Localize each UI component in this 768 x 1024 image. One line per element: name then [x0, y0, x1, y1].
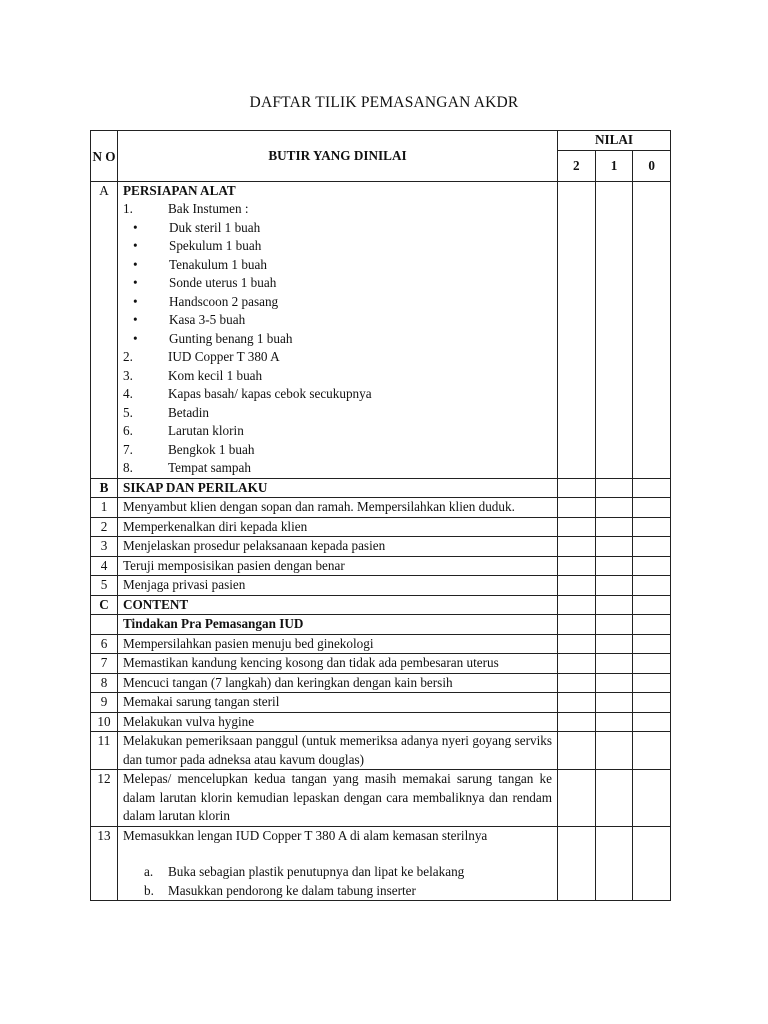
- row-number-empty: [91, 615, 118, 635]
- score-cell-2[interactable]: [558, 673, 596, 693]
- item-number: 8.: [123, 460, 133, 475]
- score-cell-2[interactable]: [558, 712, 596, 732]
- item-text: Larutan klorin: [168, 423, 244, 438]
- section-a-content: [118, 181, 558, 478]
- row-text: Melepas/ mencelupkan kedua tangan yang masih memakai sarung tangan ke dalam larutan klorin kemudian lepaskan dengan cara membaliknya dan rendam dalam larutan klorin: [118, 770, 558, 827]
- step-label: a.: [144, 864, 154, 879]
- table-row: [91, 770, 671, 827]
- item-number: 4.: [123, 386, 133, 401]
- bullet-item: [123, 293, 552, 312]
- section-c-header-row: [91, 595, 671, 615]
- row-number: 11: [91, 732, 118, 770]
- score-cell-0[interactable]: [633, 537, 671, 557]
- table-row: [91, 673, 671, 693]
- section-c-title: CONTENT: [118, 595, 558, 615]
- row-number: 4: [91, 556, 118, 576]
- bullet-icon: •: [133, 293, 138, 309]
- row-text: Menyambut klien dengan sopan dan ramah. Mempersilahkan klien duduk.: [118, 498, 558, 518]
- item-number: 2.: [123, 349, 133, 364]
- score-cell-2[interactable]: [558, 732, 596, 770]
- row-text: Memasukkan lengan IUD Copper T 380 A di alam kemasan sterilnya: [123, 827, 488, 843]
- bullet-icon: •: [133, 330, 138, 346]
- table-row: [91, 732, 671, 770]
- list-item: [123, 385, 552, 404]
- row-text: Memperkenalkan diri kepada klien: [118, 517, 558, 537]
- bullet-icon: •: [133, 312, 138, 327]
- bullet-icon: •: [133, 256, 138, 272]
- bullet-text: Sonde uterus 1 buah: [169, 275, 277, 290]
- section-b-title: SIKAP DAN PERILAKU: [118, 478, 558, 498]
- row-number: 13: [91, 826, 118, 901]
- score-cell-1[interactable]: [595, 732, 633, 770]
- table-row: [91, 556, 671, 576]
- header-nilai: NILAI: [558, 131, 671, 151]
- bullet-text: Tenakulum 1 buah: [169, 256, 267, 272]
- bullet-item: [123, 330, 552, 349]
- score-cell-1[interactable]: [595, 595, 633, 615]
- score-cell-2[interactable]: [558, 826, 596, 901]
- bullet-item: [123, 237, 552, 256]
- bullet-text: Kasa 3-5 buah: [169, 312, 246, 327]
- score-cell-0[interactable]: [633, 498, 671, 518]
- score-cell-2[interactable]: [558, 537, 596, 557]
- row-text: Memakai sarung tangan steril: [118, 693, 558, 713]
- row-number: 3: [91, 537, 118, 557]
- score-cell-1[interactable]: [595, 556, 633, 576]
- bullet-text: Duk steril 1 buah: [169, 219, 261, 235]
- score-cell-0[interactable]: [633, 478, 671, 498]
- section-a-title: PERSIAPAN ALAT: [123, 182, 236, 198]
- row-number: 9: [91, 693, 118, 713]
- score-cell-0[interactable]: [633, 517, 671, 537]
- header-score-2: 2: [558, 150, 596, 181]
- row-text: Menjaga privasi pasien: [118, 576, 558, 596]
- bullet-item: [123, 311, 552, 330]
- step-text: Buka sebagian plastik penutupnya dan lipat ke belakang: [168, 864, 465, 879]
- score-cell-0[interactable]: [633, 673, 671, 693]
- row-text: Melakukan pemeriksaan panggul (untuk memeriksa adanya nyeri goyang serviks dan tumor pada adneksa atau kavum douglas): [118, 732, 558, 770]
- document-title: DAFTAR TILIK PEMASANGAN AKDR: [249, 94, 519, 111]
- score-cell-1[interactable]: [595, 478, 633, 498]
- score-cell-2[interactable]: [558, 478, 596, 498]
- header-no-label: N O: [92, 148, 116, 164]
- row-number: 12: [91, 770, 118, 827]
- row-number: 2: [91, 517, 118, 537]
- score-cell-2[interactable]: [558, 595, 596, 615]
- item-number: 1.: [123, 201, 133, 216]
- score-cell-2[interactable]: [558, 517, 596, 537]
- row-text: Memastikan kandung kencing kosong dan tidak ada pembesaran uterus: [118, 654, 558, 674]
- item-number: 3.: [123, 367, 133, 383]
- score-cell-1[interactable]: [595, 634, 633, 654]
- item-text: IUD Copper T 380 A: [168, 349, 280, 364]
- score-cell-0[interactable]: [633, 634, 671, 654]
- subsection-row: [91, 615, 671, 635]
- score-cell-1[interactable]: [595, 576, 633, 596]
- row-text: Mempersilahkan pasien menuju bed ginekologi: [118, 634, 558, 654]
- list-item: [123, 441, 552, 460]
- item-text: Bak Instumen :: [168, 201, 249, 216]
- header-score-0: 0: [633, 150, 671, 181]
- list-item: [123, 200, 552, 219]
- score-cell-1[interactable]: [595, 712, 633, 732]
- row-text: Teruji memposisikan pasien dengan benar: [118, 556, 558, 576]
- table-row: [91, 654, 671, 674]
- bullet-icon: •: [133, 219, 138, 235]
- score-cell-2[interactable]: [558, 498, 596, 518]
- item-text: Betadin: [168, 404, 210, 420]
- header-score-1: 1: [595, 150, 633, 181]
- score-cell-0[interactable]: [633, 712, 671, 732]
- score-cell-1[interactable]: [595, 537, 633, 557]
- item-text: Kom kecil 1 buah: [168, 367, 263, 383]
- table-row: [91, 693, 671, 713]
- table-row: [91, 576, 671, 596]
- row-number: 8: [91, 673, 118, 693]
- bullet-text: Handscoon 2 pasang: [169, 293, 279, 309]
- row-text: Menjelaskan prosedur pelaksanaan kepada pasien: [118, 537, 558, 557]
- score-cell-1[interactable]: [595, 673, 633, 693]
- score-cell-1[interactable]: [595, 615, 633, 635]
- score-cell-1[interactable]: [595, 693, 633, 713]
- score-cell-0[interactable]: [633, 576, 671, 596]
- bullet-text: Gunting benang 1 buah: [169, 330, 293, 346]
- score-cell-0[interactable]: [633, 556, 671, 576]
- score-cell-0[interactable]: [633, 770, 671, 827]
- score-cell-2[interactable]: [558, 654, 596, 674]
- score-cell-1[interactable]: [595, 770, 633, 827]
- step-item: [123, 863, 552, 882]
- list-item: [123, 348, 552, 367]
- step-text: Masukkan pendorong ke dalam tabung inserter: [168, 882, 416, 898]
- score-cell-1[interactable]: [595, 498, 633, 518]
- item-text: Tempat sampah: [168, 460, 251, 475]
- section-a-row: [91, 181, 671, 478]
- score-cell-0[interactable]: [633, 826, 671, 901]
- bullet-item: [123, 219, 552, 238]
- item-number: 6.: [123, 423, 133, 438]
- score-cell-2[interactable]: [558, 576, 596, 596]
- row-text: Melakukan vulva hygine: [118, 712, 558, 732]
- score-cell-0[interactable]: [633, 595, 671, 615]
- bullet-item: [123, 256, 552, 275]
- row-number: 10: [91, 712, 118, 732]
- table-row: [91, 517, 671, 537]
- row-number: 1: [91, 498, 118, 518]
- item-text: Kapas basah/ kapas cebok secukupnya: [168, 386, 372, 401]
- item-text: Bengkok 1 buah: [168, 441, 255, 457]
- item-number: 7.: [123, 441, 133, 457]
- bullet-icon: •: [133, 275, 138, 290]
- row-number: 5: [91, 576, 118, 596]
- table-row: [91, 498, 671, 518]
- score-cell-2[interactable]: [558, 615, 596, 635]
- header-item: BUTIR YANG DINILAI: [118, 131, 558, 182]
- row-number: 6: [91, 634, 118, 654]
- step-item: [123, 882, 552, 901]
- score-cell-0[interactable]: [633, 732, 671, 770]
- row-text: Mencuci tangan (7 langkah) dan keringkan dengan kain bersih: [118, 673, 558, 693]
- score-cell-2[interactable]: [558, 634, 596, 654]
- row-number: 7: [91, 654, 118, 674]
- checklist-table: [90, 130, 671, 901]
- table-row: [91, 537, 671, 557]
- section-b-code: B: [91, 478, 118, 498]
- table-row: [91, 712, 671, 732]
- score-cell-2[interactable]: [558, 181, 596, 478]
- score-cell-0[interactable]: [633, 654, 671, 674]
- item-number: 5.: [123, 404, 133, 420]
- list-item: [123, 422, 552, 441]
- section-b-header-row: [91, 478, 671, 498]
- header-no: [91, 131, 118, 182]
- section-c-subtitle: Tindakan Pra Pemasangan IUD: [118, 615, 558, 635]
- table-row: [91, 634, 671, 654]
- score-cell-1[interactable]: [595, 517, 633, 537]
- score-cell-1[interactable]: [595, 826, 633, 901]
- row-content: [118, 826, 558, 901]
- score-cell-0[interactable]: [633, 693, 671, 713]
- list-item: [123, 404, 552, 423]
- list-item: [123, 459, 552, 478]
- bullet-text: Spekulum 1 buah: [169, 238, 262, 253]
- table-row: [91, 826, 671, 901]
- section-a-code: A: [91, 181, 118, 478]
- score-cell-2[interactable]: [558, 556, 596, 576]
- score-cell-0[interactable]: [633, 615, 671, 635]
- score-cell-2[interactable]: [558, 770, 596, 827]
- score-cell-2[interactable]: [558, 693, 596, 713]
- step-label: b.: [144, 882, 154, 898]
- list-item: [123, 367, 552, 386]
- score-cell-1[interactable]: [595, 181, 633, 478]
- bullet-icon: •: [133, 238, 138, 253]
- section-c-code: C: [91, 595, 118, 615]
- score-cell-0[interactable]: [633, 181, 671, 478]
- bullet-item: [123, 274, 552, 293]
- header-row: [91, 131, 671, 151]
- score-cell-1[interactable]: [595, 654, 633, 674]
